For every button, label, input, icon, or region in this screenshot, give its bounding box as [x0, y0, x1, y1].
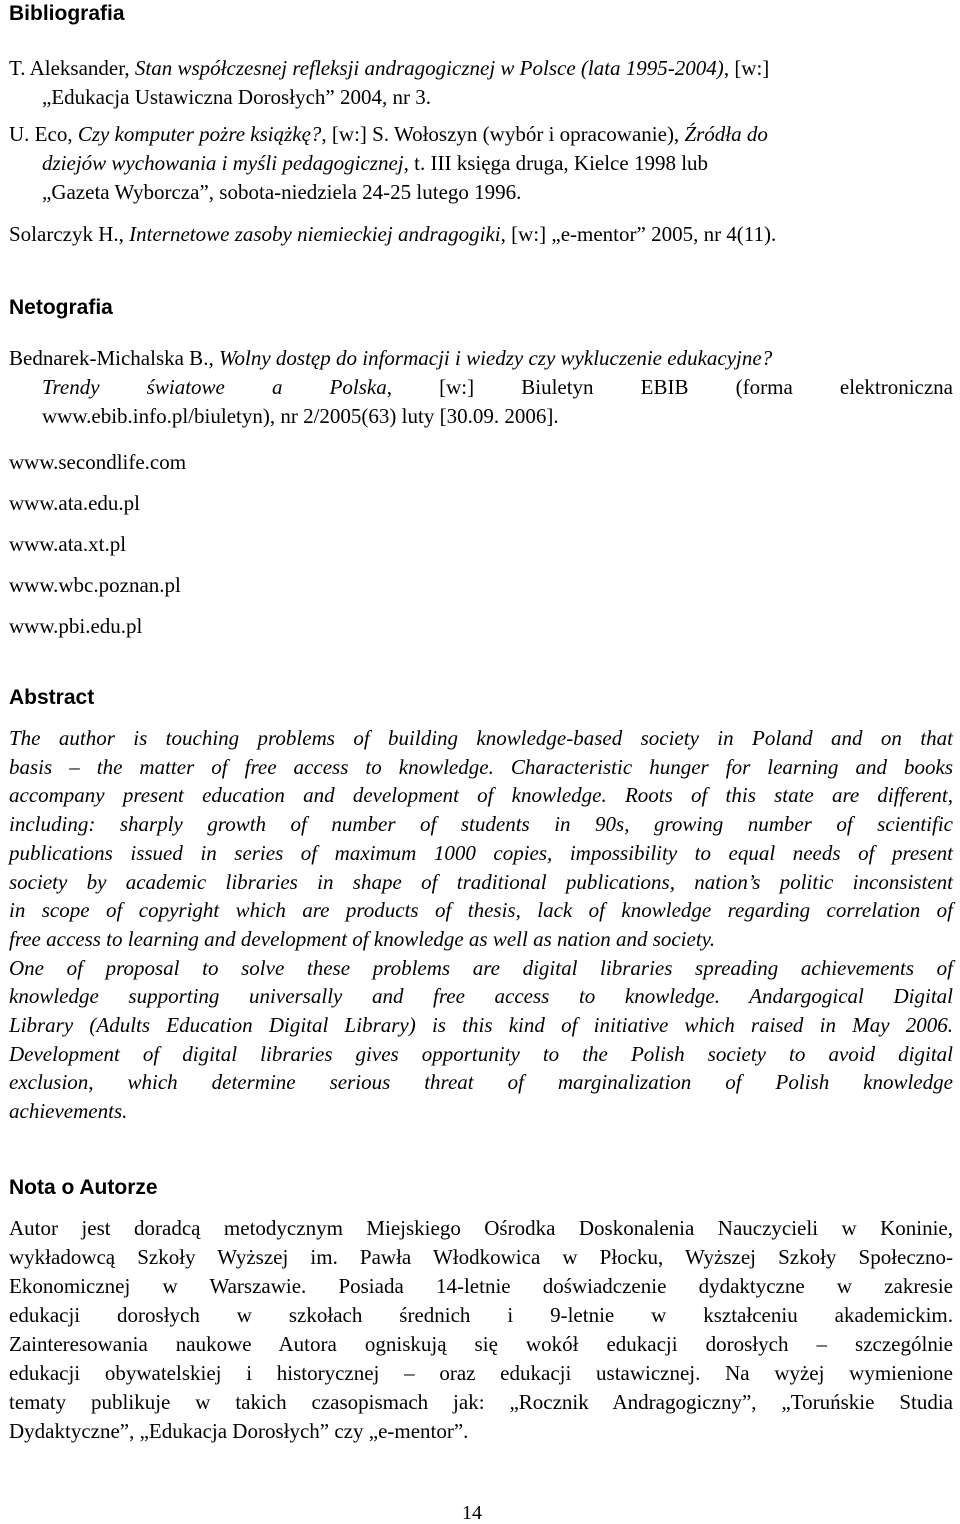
abstract-line: basis – the matter of free access to knowledge. Characteristic hunger for learning and books [9, 754, 953, 779]
ref-source: , [w:] [723, 56, 770, 80]
heading-netografia: Netografia [9, 296, 113, 319]
ref-title: Internetowe zasoby niemieckiej andragogiki [129, 222, 501, 246]
ref-title: Źródła do [684, 122, 768, 146]
ref-author: Solarczyk H., [9, 222, 130, 246]
url-link[interactable]: www.ata.xt.pl [9, 532, 127, 556]
abstract-line: One of proposal to solve these problems are digital libraries spreading achievements of [9, 955, 953, 980]
netography-entry [9, 344, 953, 431]
ref-title: Stan współczesnej refleksji andragogicznej w Polsce (lata 1995-2004) [134, 56, 724, 80]
bio-line: Ekonomicznej w Warszawie. Posiada 14-letnie doświadczenie dydaktyczne w zakresie [9, 1274, 953, 1298]
page-number: 14 [462, 1502, 482, 1524]
ref-source: , t. III księga druga, Kielce 1998 lub [403, 151, 709, 175]
bio-line: wykładowcą Szkoły Wyższej im. Pawła Włodkowica w Płocku, Wyższej Szkoły Społeczno- [9, 1245, 953, 1269]
bio-line: edukacji obywatelskiej i historycznej – oraz edukacji ustawicznej. Na wyżej wymienione [9, 1361, 953, 1385]
bibliography-entry [9, 54, 953, 112]
ref-title: Wolny dostęp do informacji i wiedzy czy wykluczenie edukacyjne? [218, 346, 773, 370]
ref-line: www.ebib.info.pl/biuletyn), nr 2/2005(63) luty [30.09. 2006]. [42, 404, 559, 428]
ref-source: , [w:] Biuletyn EBIB (forma elektroniczna [386, 375, 953, 399]
abstract-line: in scope of copyright which are products of thesis, lack of knowledge regarding correlation of [9, 898, 953, 923]
ref-title: dziejów wychowania i myśli pedagogicznej [42, 151, 404, 175]
ref-source: , [w:] S. Wołoszyn (wybór i opracowanie), [321, 122, 685, 146]
bibliography-entry [9, 120, 953, 207]
bio-line: edukacji dorosłych w szkołach średnich i 9-letnie w kształceniu akademickim. [9, 1303, 953, 1327]
ref-line [9, 220, 953, 249]
ref-line [9, 149, 953, 178]
ref-line: „Edukacja Ustawiczna Dorosłych” 2004, nr 3. [42, 85, 431, 109]
bio-line: Dydaktyczne”, „Edukacja Dorosłych” czy „e-mentor”. [9, 1419, 469, 1443]
abstract-line: The author is touching problems of building knowledge-based society in Poland and on that [9, 726, 953, 750]
ref-author: Bednarek-Michalska B., [9, 346, 219, 370]
url-link[interactable]: www.wbc.poznan.pl [9, 573, 181, 597]
ref-line [9, 373, 953, 402]
url-link[interactable]: www.pbi.edu.pl [9, 614, 143, 638]
abstract-line: publications issued in series of maximum 1000 copies, impossibility to equal needs of present [9, 840, 953, 865]
ref-author: T. Aleksander, [9, 56, 135, 80]
url-link[interactable]: www.ata.edu.pl [9, 491, 141, 515]
abstract-line: Library (Adults Education Digital Library) is this kind of initiative which raised in May 2006. [9, 1013, 953, 1038]
abstract-line: achievements. [9, 1099, 128, 1124]
ref-line [9, 54, 953, 83]
ref-line [9, 120, 953, 149]
bibliography-entry [9, 220, 953, 249]
url-link[interactable]: www.secondlife.com [9, 450, 187, 474]
abstract-line: exclusion, which determine serious threat of marginalization of Polish knowledge [9, 1070, 953, 1095]
ref-source: , [w:] „e-mentor” 2005, nr 4(11). [500, 222, 777, 246]
abstract-line: Development of digital libraries gives opportunity to the Polish society to avoid digital [9, 1041, 953, 1066]
abstract-line: including: sharply growth of number of students in 90s, growing number of scientific [9, 812, 953, 837]
ref-title: Czy komputer pożre książkę? [77, 122, 322, 146]
bio-line: Autor jest doradcą metodycznym Miejskiego Ośrodka Doskonalenia Nauczycieli w Koninie, [9, 1216, 953, 1240]
abstract-line: society by academic libraries in shape of traditional publications, nation’s politic inconsistent [9, 869, 953, 894]
heading-abstract: Abstract [9, 686, 95, 709]
heading-bibliografia: Bibliografia [9, 2, 125, 25]
heading-nota-o-autorze: Nota o Autorze [9, 1176, 158, 1199]
abstract-line: free access to learning and development of knowledge as well as nation and society. [9, 926, 716, 951]
ref-title: Trendy światowe a Polska [42, 375, 387, 399]
author-note-text [9, 1214, 953, 1446]
ref-line [9, 344, 953, 373]
abstract-line: knowledge supporting universally and free access to knowledge. Andargogical Digital [9, 984, 953, 1009]
abstract-line: accompany present education and development of knowledge. Roots of this state are different, [9, 783, 953, 808]
ref-line: „Gazeta Wyborcza”, sobota-niedziela 24-25 lutego 1996. [42, 180, 522, 204]
abstract-text [9, 724, 953, 1126]
ref-author: U. Eco, [9, 122, 78, 146]
bio-line: Zainteresowania naukowe Autora ogniskują się wokół edukacji dorosłych – szczególnie [9, 1332, 953, 1356]
bio-line: tematy publikuje w takich czasopismach jak: „Rocznik Andragogiczny”, „Toruńskie Studia [9, 1390, 953, 1414]
